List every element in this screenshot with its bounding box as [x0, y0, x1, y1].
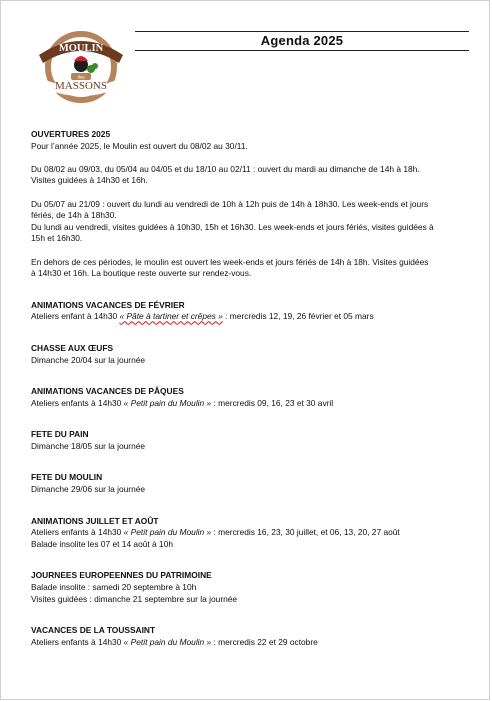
text-line: Du 05/07 au 21/09 : ouvert du lundi au vendredi de 10h à 12h puis de 14h à 18h30. Les week-ends et jours — [31, 198, 429, 209]
section-fete-du-moulin — [31, 472, 471, 495]
section-vacances-toussaint — [31, 625, 471, 648]
logo-top-text: MOULIN — [58, 43, 104, 54]
section-fete-du-pain — [31, 429, 471, 452]
section-heading: CHASSE AUX ŒUFS — [31, 342, 114, 353]
moulin-logo — [31, 29, 131, 103]
text-line: fériés, de 14h à 18h30. — [31, 210, 117, 221]
text-line: 15h et 16h30. — [31, 233, 83, 244]
text-line: En dehors de ces périodes, le moulin est ouvert les week-ends et jours fériés de 14h à 18h. Visites guidées — [31, 256, 429, 267]
text-line: Pour l’année 2025, le Moulin est ouvert du 08/02 au 30/11. — [31, 140, 248, 151]
text-line: Dimanche 29/06 sur la journée — [31, 484, 146, 495]
section-heading: ANIMATIONS VACANCES DE PÂQUES — [31, 386, 184, 397]
section-heading: ANIMATIONS JUILLET ET AOÛT — [31, 515, 159, 526]
logo-mid-text: des — [77, 74, 85, 81]
text-line: Ateliers enfants à 14h30 « Petit pain du Moulin » : mercredis 09, 16, 23 et 30 avril — [31, 397, 334, 408]
text-line: Visites guidées : dimanche 21 septembre sur la journée — [31, 593, 238, 604]
text-line: Visites guidées à 14h30 et 16h. — [31, 175, 148, 186]
text-line: Ateliers enfants à 14h30 « Petit pain du Moulin » : mercredis 16, 23, 30 juillet, et 06, 13, 20, 27 août — [31, 527, 400, 538]
section-heading: OUVERTURES 2025 — [31, 129, 111, 139]
section-juillet-aout — [31, 516, 471, 551]
section-vacances-fevrier — [31, 300, 471, 323]
text-line: Ateliers enfant à 14h30 « Pâte à tartiner et crêpes » : mercredis 12, 19, 26 février et 05 mars — [31, 311, 374, 322]
text-line: Ateliers enfants à 14h30 « Petit pain du Moulin » : mercredis 22 et 29 octobre — [31, 636, 318, 647]
text-line: Du 08/02 au 09/03, du 05/04 au 04/05 et du 18/10 au 02/11 : ouvert du mardi au dimanche de 14h à 18h. — [31, 163, 420, 174]
text-line: Dimanche 20/04 sur la journée — [31, 354, 146, 365]
section-heading: JOURNEES EUROPEENNES DU PATRIMOINE — [31, 570, 212, 581]
section-ouvertures — [31, 129, 471, 280]
section-journees-patrimoine — [31, 570, 471, 605]
text-line: à 14h30 et 16h. La boutique reste ouverte sur rendez-vous. — [31, 268, 252, 279]
logo-bottom-text: MASSONS — [55, 80, 107, 92]
text-line: Balade insolite les 07 et 14 août à 10h — [31, 538, 174, 549]
agenda-content — [31, 129, 471, 648]
section-vacances-paques — [31, 386, 471, 409]
page-title: Agenda 2025 — [260, 33, 344, 48]
section-heading: ANIMATIONS VACANCES DE FÉVRIER — [31, 299, 185, 310]
section-heading: FETE DU PAIN — [31, 429, 89, 440]
title-bar — [135, 31, 469, 51]
text-line: Du lundi au vendredi, visites guidées à 10h30, 15h et 16h30. Les week-ends et jours fériés, visites guidées à — [31, 221, 434, 232]
text-line: Dimanche 18/05 sur la journée — [31, 440, 146, 451]
section-chasse-aux-oeufs — [31, 343, 471, 366]
section-heading: VACANCES DE LA TOUSSAINT — [31, 625, 156, 636]
section-heading: FETE DU MOULIN — [31, 472, 103, 483]
text-line: Balade insolite : samedi 20 septembre à 10h — [31, 582, 197, 593]
